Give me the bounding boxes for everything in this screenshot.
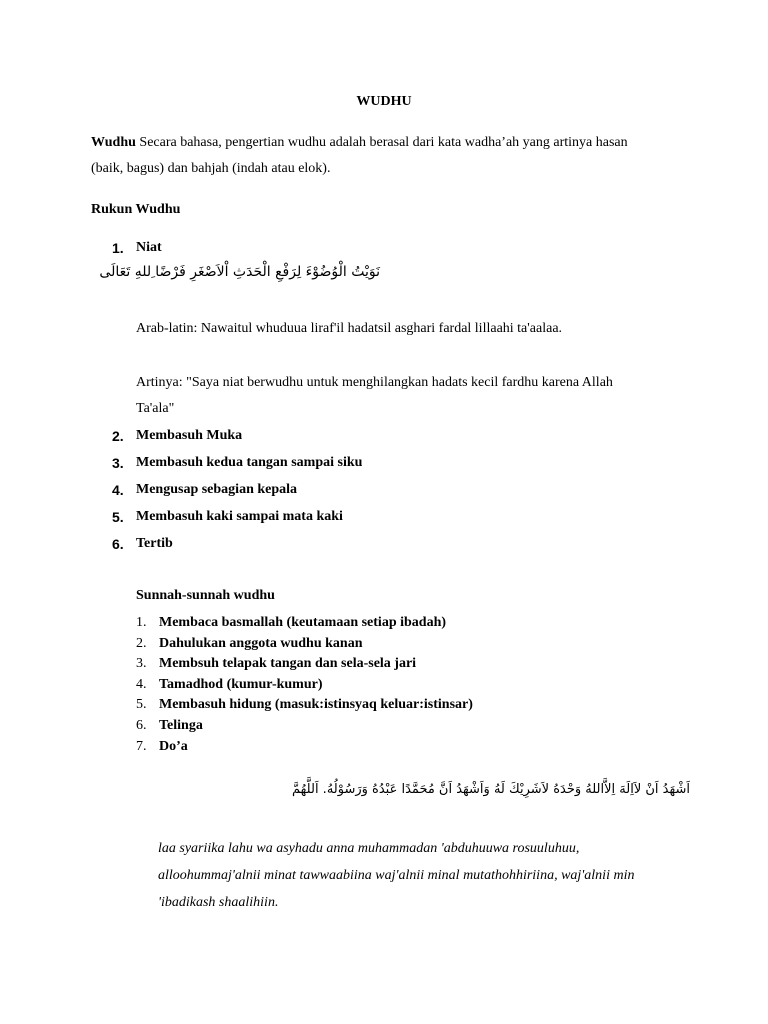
- niat-arabic-text: نَوَيْتُ الْوُضُوْءَ لِرَفْعِ الْحَدَثِ اْلاَصْغَرِ فَرْضًا ِللهِ تَعَالَى: [99, 264, 380, 280]
- rukun-number: 3.: [112, 455, 124, 471]
- rukun-heading: Rukun Wudhu: [91, 202, 181, 217]
- doa-latin-line3: 'ibadikash shaalihiin.: [158, 895, 279, 910]
- rukun-item-kaki: Membasuh kaki sampai mata kaki: [136, 509, 343, 524]
- sunnah-item: Tamadhod (kumur-kumur): [159, 677, 323, 692]
- intro-paragraph: [91, 130, 691, 182]
- rukun-item-tertib: Tertib: [136, 536, 173, 551]
- artinya-line2: Ta'ala": [136, 401, 175, 416]
- page-title: WUDHU: [356, 94, 412, 109]
- rukun-number: 6.: [112, 536, 124, 552]
- sunnah-heading: Sunnah-sunnah wudhu: [136, 588, 275, 603]
- rukun-item-niat: Niat: [136, 240, 162, 255]
- doa-latin-line1: laa syariika lahu wa asyhadu anna muhammadan 'abduhuuwa rosuuluhuu,: [158, 841, 580, 856]
- sunnah-number: 1.: [136, 615, 147, 630]
- intro-text-line2: (baik, bagus) dan bahjah (indah atau elok).: [91, 161, 331, 176]
- rukun-number: 1.: [112, 240, 124, 256]
- arab-latin-text: Arab-latin: Nawaitul whuduua liraf'il hadatsil asghari fardal lillaahi ta'aalaa.: [136, 321, 563, 336]
- rukun-number: 5.: [112, 509, 124, 525]
- sunnah-number: 4.: [136, 677, 147, 692]
- rukun-item-muka: Membasuh Muka: [136, 428, 243, 443]
- sunnah-number: 2.: [136, 636, 147, 651]
- sunnah-number: 5.: [136, 697, 147, 712]
- sunnah-number: 6.: [136, 718, 147, 733]
- sunnah-item: Telinga: [159, 718, 203, 733]
- sunnah-item: Dahulukan anggota wudhu kanan: [159, 636, 363, 651]
- sunnah-number: 3.: [136, 656, 147, 671]
- artinya-line1: Artinya: "Saya niat berwudhu untuk menghilangkan hadats kecil fardhu karena Allah: [136, 375, 613, 390]
- rukun-number: 4.: [112, 482, 124, 498]
- sunnah-number: 7.: [136, 739, 147, 754]
- sunnah-item: Membasuh hidung (masuk:istinsyaq keluar:istinsar): [159, 697, 473, 712]
- intro-term: Wudhu: [91, 135, 136, 150]
- rukun-item-kepala: Mengusap sebagian kepala: [136, 482, 298, 497]
- rukun-number: 2.: [112, 428, 124, 444]
- sunnah-item: Membsuh telapak tangan dan sela-sela jari: [159, 656, 417, 671]
- sunnah-item: Do’a: [159, 739, 188, 754]
- doa-latin-text: [158, 835, 698, 916]
- doa-arabic-text: اَشْهَدُ اَنْ لاَاِلَهَ اِلاَّاللهُ وَحْدَهُ لاَشَرِيْكَ لَهُ وَاَشْهَدُ اَنَّ مُحَمَّدًا عَبْدُهُ وَرَسُوْلُهُ. اَللَّهُمَّ: [292, 782, 690, 797]
- doa-latin-line2: alloohummaj'alnii minat tawwaabiina waj'alnii minal mutathohhiriina, waj'alnii min: [158, 868, 635, 883]
- sunnah-item: Membaca basmallah (keutamaan setiap ibadah): [159, 615, 447, 630]
- rukun-item-tangan: Membasuh kedua tangan sampai siku: [136, 455, 363, 470]
- intro-text-line1: Secara bahasa, pengertian wudhu adalah berasal dari kata wadha’ah yang artinya hasan: [135, 135, 628, 150]
- artinya-text: [136, 370, 696, 422]
